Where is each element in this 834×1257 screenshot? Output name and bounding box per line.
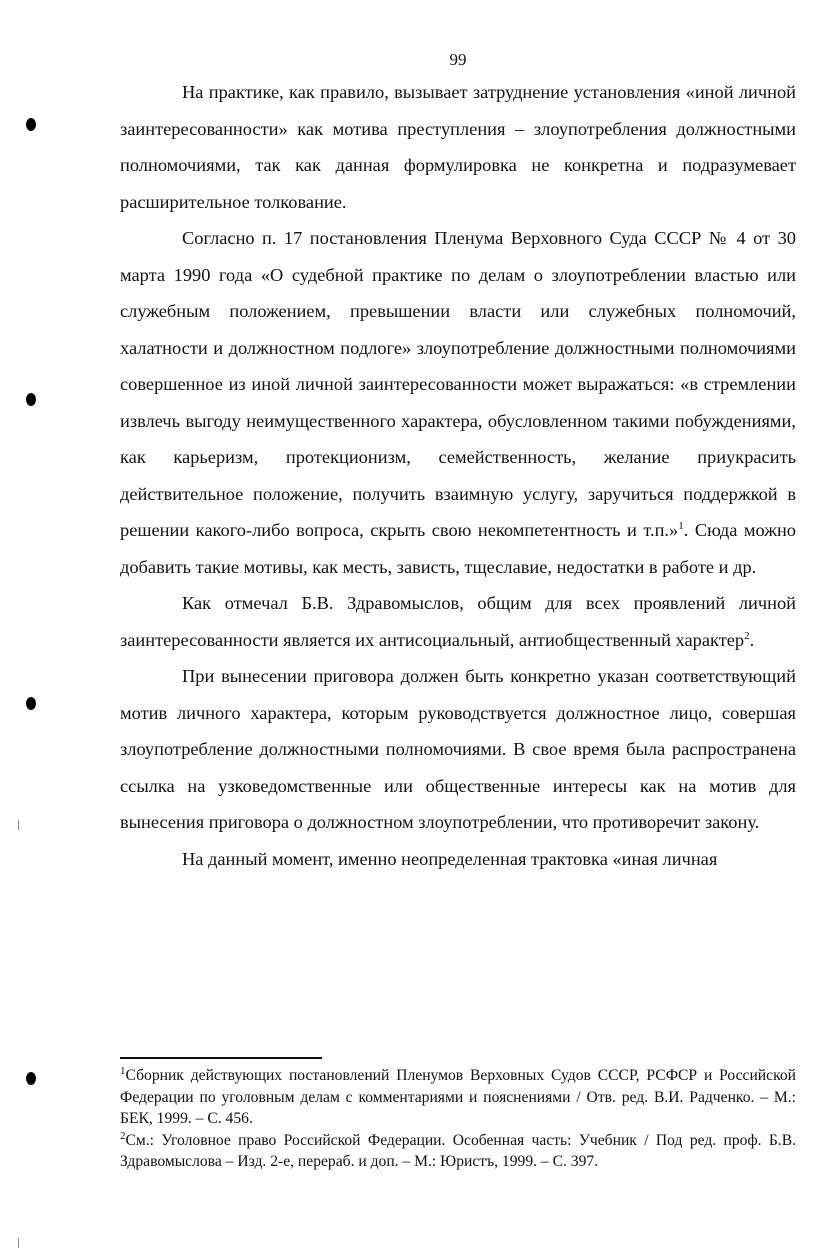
quoted-text: Согласно п. 17 постановления Пленума Верховного Суда СССР № 4 от 30 марта 1990 года «О судебной практике по делам о злоупотреблении властью или служебным положением, превышении власти или служебных полномочий, халатности и должностном подлоге» злоупотребление должностными полномочиями совершенное из иной личной заинтересованности может выражаться: «в стремлении извлечь выгоду неимущественного характера, обусловленном такими побуждениями, как карьеризм, протекционизм, семейственность, желание приукрасить действительное положение, получить взаимную услугу, заручиться поддержкой в решении какого-либо вопроса, скрыть свою некомпетентность и т.п.»: [120, 228, 796, 540]
page-number: 99: [449, 50, 467, 69]
binder-hole-mark: [26, 697, 36, 710]
footnote-number: 1: [120, 1064, 126, 1077]
footnote-text: См.: Уголовное право Российской Федерации. Особенная часть: Учебник / Под ред. проф. Б.В. Здравомыслова – Изд. 2-е, перераб. и доп. – М.: Юристъ, 1999. – С. 397.: [120, 1131, 796, 1170]
footnote-ref[interactable]: 2: [744, 629, 750, 642]
footnotes: [120, 1065, 796, 1173]
paragraph: На данный момент, именно неопределенная трактовка «иная личная: [182, 848, 718, 869]
scan-artifact-mark: [18, 820, 19, 830]
binder-hole-mark: [26, 118, 36, 131]
binder-hole-mark: [26, 393, 36, 406]
paragraph-text: Как отмечал Б.В. Здравомыслов, общим для всех проявлений личной заинтересованности является их антисоциальный, антиобщественный характер: [120, 593, 796, 650]
footnote: [120, 1065, 796, 1130]
footnote-separator: [120, 1057, 322, 1059]
footnote-ref[interactable]: 1: [678, 519, 684, 532]
paragraph: На практике, как правило, вызывает затруднение установления «иной личной заинтересованности» как мотива преступления – злоупотребления должностными полномочиями, так как данная формулировка не конкретна и подразумевает расширительное толкование.: [120, 82, 796, 212]
sentence-end: .: [683, 520, 689, 540]
paragraph-continuation: Сюда можно добавить такие мотивы, как месть, зависть, тщеславие, недостатки в работе и др.: [120, 520, 796, 577]
paragraph: [120, 220, 796, 585]
binder-hole-mark: [26, 1072, 36, 1085]
footnote-number: 2: [120, 1129, 126, 1142]
paragraph: [120, 585, 796, 658]
footnote: [120, 1130, 796, 1173]
main-text: [120, 74, 796, 877]
sentence-end: .: [749, 629, 755, 650]
footnote-text: Сборник действующих постановлений Пленумов Верховных Судов СССР, РСФСР и Российской Федерации по уголовным делам с комментариями и пояснениями / Отв. ред. В.И. Радченко. – М.: БЕК, 1999. – С. 456.: [120, 1067, 796, 1127]
paragraph: При вынесении приговора должен быть конкретно указан соответствующий мотив личного характера, которым руководствуется должностное лицо, совершая злоупотребление должностными полномочиями. В свое время была распространена ссылка на узковедомственные или общественные интересы как на мотив для вынесения приговора о должностном злоупотреблении, что противоречит закону.: [120, 666, 796, 832]
scan-artifact-mark: [18, 1238, 19, 1248]
